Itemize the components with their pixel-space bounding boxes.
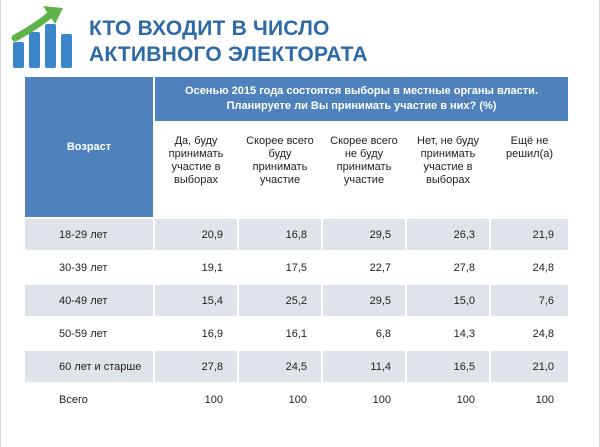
table-cell: 15,0 [406,284,490,317]
table-cell: 16,1 [238,317,322,350]
table-row [24,317,569,350]
table-cell: 6,8 [322,317,406,350]
table-row [24,284,569,317]
table-cell: 17,5 [238,251,322,284]
row-label: Всего [24,383,154,416]
survey-table [23,75,570,417]
table-cell: 26,3 [406,218,490,251]
table-cell: 14,3 [406,317,490,350]
table-cell: 24,8 [490,251,569,284]
column-header: Ещё не решил(а) [490,122,569,218]
row-label: 18-29 лет [24,218,154,251]
question-header: Осенью 2015 года состоятся выборы в местные органы власти. Планируете ли Вы принимать участие в них? (%) [154,76,569,122]
table-cell: 100 [406,383,490,416]
table-cell: 20,9 [154,218,238,251]
table-cell: 16,5 [406,350,490,383]
table-cell: 100 [490,383,569,416]
table-row [24,218,569,251]
table-cell: 21,9 [490,218,569,251]
row-label: 30-39 лет [24,251,154,284]
table-row [24,251,569,284]
column-header: Скорее всего буду принимать участие [238,122,322,218]
table-cell: 100 [238,383,322,416]
table-cell: 21,0 [490,350,569,383]
table-row [24,383,569,416]
page-title [89,16,389,68]
column-header: Нет, не буду принимать участие в выборах [406,122,490,218]
table-cell: 24,5 [238,350,322,383]
table-cell: 27,8 [406,251,490,284]
age-column-header: Возраст [24,76,154,218]
table-cell: 29,5 [322,284,406,317]
row-label: 40-49 лет [24,284,154,317]
table-cell: 24,8 [490,317,569,350]
table-row [24,350,569,383]
table-cell: 29,5 [322,218,406,251]
table-cell: 25,2 [238,284,322,317]
growth-chart-logo-icon [7,4,77,72]
column-header: Скорее всего не буду принимать участие [322,122,406,218]
row-label: 60 лет и старше [24,350,154,383]
table-cell: 19,1 [154,251,238,284]
column-header: Да, буду принимать участие в выборах [154,122,238,218]
title-line-2: АКТИВНОГО ЭЛЕКТОРАТА [89,43,368,66]
table-cell: 7,6 [490,284,569,317]
table-cell: 11,4 [322,350,406,383]
table-cell: 100 [322,383,406,416]
table-cell: 16,8 [238,218,322,251]
table-cell: 100 [154,383,238,416]
table-cell: 16,9 [154,317,238,350]
table-cell: 22,7 [322,251,406,284]
row-label: 50-59 лет [24,317,154,350]
table-cell: 27,8 [154,350,238,383]
table-cell: 15,4 [154,284,238,317]
title-line-1: КТО ВХОДИТ В ЧИСЛО [89,17,330,40]
